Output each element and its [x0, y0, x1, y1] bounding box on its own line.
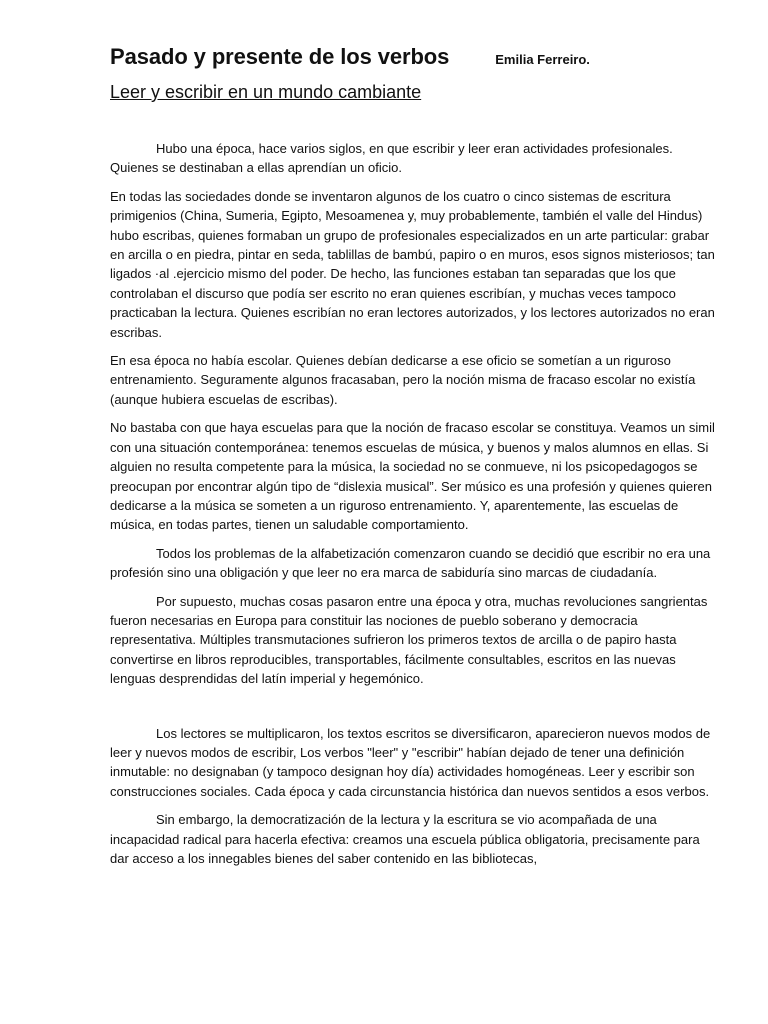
paragraph-2: En todas las sociedades donde se inventaron algunos de los cuatro o cinco sistemas de escritura primigenios (China, Sumeria, Egipto, Mesoamenea y, muy probablemente, también el valle del Hindus) hubo escribas, quienes formaban un grupo de profesionales especializados en un arte particular: grabar en arcilla o en piedra, pintar en seda, tablillas de bambú, papiro o en muros, esos signos misteriosos; tan ligados ·al .ejercicio mismo del poder. De hecho, las funciones estaban tan separadas que los que controlaban el discurso que podía ser escrito no eran quienes escribían, y muchas veces tampoco practicaban la lectura. Quienes escribían no eran lectores autorizados, y los lectores autorizados no eran escribas. [110, 188, 715, 340]
paragraph-8: Sin embargo, la democratización de la lectura y la escritura se vio acompañada de una incapacidad radical para hacerla efectiva: creamos una escuela pública obligatoria, precisamente para dar acceso a los innegables bienes del saber contenido en las bibliotecas, [110, 812, 700, 866]
paragraph-4: No bastaba con que haya escuelas para que la noción de fracaso escolar se constituya. Veamos un simil con una situación contemporánea: tenemos escuelas de música, y buenos y malos alumnos en ellas. Si alguien no resulta competente para la música, la sociedad no se conmueve, ni los psicopedagogos se preocupan por encontrar algún tipo de “dislexia musical”. Ser músico es una profesión y quienes quieren dedicarse a la música se someten a un riguroso entrenamiento. Y, aparentemente, las escuelas de música, en todas partes, tienen un saludable comportamiento. [110, 420, 715, 533]
document-body [110, 139, 718, 868]
author-name: Emilia Ferreiro. [495, 52, 590, 67]
paragraph-6: Por supuesto, muchas cosas pasaron entre una época y otra, muchas revoluciones sangrientas fueron necesarias en Europa para constituir las nociones de pueblo soberano y democracia representativa. Múltiples transmutaciones sufrieron los primeros textos de arcilla o de papiro hasta convertirse en libros reproducibles, transportables, fácilmente consultables, escritos en las nuevas lenguas desprendidas del latín imperial y hegemónico. [110, 593, 708, 687]
paragraph-5: Todos los problemas de la alfabetización comenzaron cuando se decidió que escribir no era una profesión sino una obligación y que leer no era marca de sabiduría sino marcas de ciudadanía. [110, 545, 711, 581]
paragraph-7: Los lectores se multiplicaron, los textos escritos se diversificaron, aparecieron nuevos modos de leer y nuevos modos de escribir, Los verbos "leer" y "escribir" habían dejado de tener una definición inmutable: no designaban (y tampoco designan hoy día) actividades homogéneas. Leer y escribir son construcciones sociales. Cada época y cada circunstancia histórica dan nuevos sentidos a esos verbos. [110, 725, 711, 799]
document-title: Pasado y presente de los verbos [110, 44, 450, 69]
document-subtitle: Leer y escribir en un mundo cambiante [110, 82, 422, 102]
header-row [110, 44, 718, 70]
paragraph-3: En esa época no había escolar. Quienes debían dedicarse a ese oficio se sometían a un riguroso entrenamiento. Seguramente algunos fracasaban, pero la noción misma de fracaso escolar no existía (aunque hubiera escuelas de escribas). [110, 353, 696, 407]
document-page [110, 44, 718, 877]
paragraph-1: Hubo una época, hace varios siglos, en que escribir y leer eran actividades profesionales. Quienes se destinaban a ellas aprendían un oficio. [110, 141, 673, 176]
